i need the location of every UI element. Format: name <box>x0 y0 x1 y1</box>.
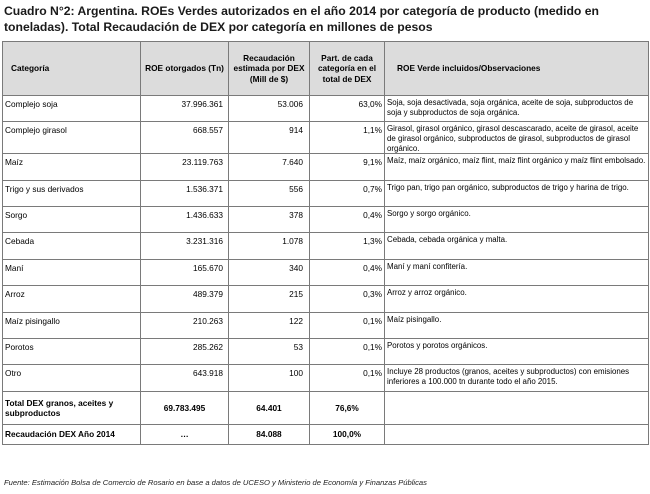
row-participacion: 0,1% <box>310 338 385 364</box>
row-categoria: Complejo soja <box>3 96 141 122</box>
total-row <box>3 391 649 424</box>
total-recaudacion: 64.401 <box>229 391 310 424</box>
row-categoria: Porotos <box>3 338 141 364</box>
row-recaudacion: 340 <box>229 259 310 285</box>
row-roe: 37.996.361 <box>141 96 229 122</box>
row-observaciones: Cebada, cebada orgánica y malta. <box>385 233 649 259</box>
recaudacion-roe: … <box>141 424 229 444</box>
row-roe: 3.231.316 <box>141 233 229 259</box>
header-observaciones: ROE Verde incluidos/Observaciones <box>385 42 649 96</box>
roe-table <box>2 41 649 445</box>
recaudacion-categoria: Recaudación DEX Año 2014 <box>3 424 141 444</box>
row-roe: 643.918 <box>141 365 229 391</box>
header-row <box>3 42 649 96</box>
row-observaciones: Girasol, girasol orgánico, girasol descascarado, aceite de girasol, aceite de girasol orgánico, subproductos de girasol, subproductos de girasol orgánico. <box>385 122 649 154</box>
row-categoria: Arroz <box>3 286 141 312</box>
header-participacion: Part. de cada categoría en el total de DEX <box>310 42 385 96</box>
row-observaciones: Porotos y porotos orgánicos. <box>385 338 649 364</box>
row-observaciones: Incluye 28 productos (granos, aceites y subproductos) con emisiones inferiores a 100.000 tn durante todo el año 2015. <box>385 365 649 391</box>
row-roe: 1.436.633 <box>141 206 229 232</box>
row-categoria: Maíz <box>3 154 141 180</box>
table-title: Cuadro N°2: Argentina. ROEs Verdes autorizados en el año 2014 por categoría de producto (medido en toneladas). Total Recaudación de DEX por categoría en millones de pesos <box>4 4 599 34</box>
row-recaudacion: 215 <box>229 286 310 312</box>
header-categoria: Categoría <box>3 42 141 96</box>
table-row <box>3 233 649 259</box>
row-participacion: 0,7% <box>310 180 385 206</box>
row-categoria: Trigo y sus derivados <box>3 180 141 206</box>
row-recaudacion: 53.006 <box>229 96 310 122</box>
source-note: Fuente: Estimación Bolsa de Comercio de Rosario en base a datos de UCESO y Ministerio de Economía y Finanzas Públicas <box>4 478 427 487</box>
table-row <box>3 154 649 180</box>
row-observaciones: Maní y maní confitería. <box>385 259 649 285</box>
table-row <box>3 365 649 391</box>
row-roe: 1.536.371 <box>141 180 229 206</box>
row-participacion: 0,1% <box>310 312 385 338</box>
table-row <box>3 206 649 232</box>
recaudacion-recaudacion: 84.088 <box>229 424 310 444</box>
row-roe: 489.379 <box>141 286 229 312</box>
row-recaudacion: 1.078 <box>229 233 310 259</box>
row-participacion: 1,3% <box>310 233 385 259</box>
row-roe: 285.262 <box>141 338 229 364</box>
row-participacion: 0,3% <box>310 286 385 312</box>
row-roe: 23.119.763 <box>141 154 229 180</box>
total-roe: 69.783.495 <box>141 391 229 424</box>
row-observaciones: Maíz, maíz orgánico, maíz flint, maíz flint orgánico y maíz flint embolsado. <box>385 154 649 180</box>
total-participacion: 76,6% <box>310 391 385 424</box>
row-participacion: 63,0% <box>310 96 385 122</box>
row-recaudacion: 100 <box>229 365 310 391</box>
row-categoria: Otro <box>3 365 141 391</box>
row-categoria: Cebada <box>3 233 141 259</box>
row-observaciones: Arroz y arroz orgánico. <box>385 286 649 312</box>
row-categoria: Sorgo <box>3 206 141 232</box>
row-participacion: 0,4% <box>310 259 385 285</box>
table-row <box>3 122 649 154</box>
row-categoria: Maní <box>3 259 141 285</box>
row-participacion: 0,4% <box>310 206 385 232</box>
row-recaudacion: 378 <box>229 206 310 232</box>
total-obs <box>385 391 649 424</box>
table-row <box>3 286 649 312</box>
table-row <box>3 180 649 206</box>
row-recaudacion: 556 <box>229 180 310 206</box>
row-categoria: Complejo girasol <box>3 122 141 154</box>
row-categoria: Maíz pisingallo <box>3 312 141 338</box>
row-observaciones: Maíz pisingallo. <box>385 312 649 338</box>
recaudacion-row <box>3 424 649 444</box>
table-row <box>3 338 649 364</box>
row-roe: 210.263 <box>141 312 229 338</box>
total-categoria: Total DEX granos, aceites y subproductos <box>3 391 141 424</box>
table-row <box>3 312 649 338</box>
row-roe: 668.557 <box>141 122 229 154</box>
row-recaudacion: 914 <box>229 122 310 154</box>
row-observaciones: Trigo pan, trigo pan orgánico, subproductos de trigo y harina de trigo. <box>385 180 649 206</box>
row-observaciones: Soja, soja desactivada, soja orgánica, aceite de soja, subproductos de soja y subproductos de soja orgánica. <box>385 96 649 122</box>
table-row <box>3 259 649 285</box>
recaudacion-obs <box>385 424 649 444</box>
row-recaudacion: 122 <box>229 312 310 338</box>
row-recaudacion: 7.640 <box>229 154 310 180</box>
header-roe: ROE otorgados (Tn) <box>141 42 229 96</box>
table-row <box>3 96 649 122</box>
row-participacion: 9,1% <box>310 154 385 180</box>
row-participacion: 0,1% <box>310 365 385 391</box>
row-recaudacion: 53 <box>229 338 310 364</box>
row-participacion: 1,1% <box>310 122 385 154</box>
header-recaudacion: Recaudación estimada por DEX (Mill de $) <box>229 42 310 96</box>
row-observaciones: Sorgo y sorgo orgánico. <box>385 206 649 232</box>
row-roe: 165.670 <box>141 259 229 285</box>
recaudacion-participacion: 100,0% <box>310 424 385 444</box>
